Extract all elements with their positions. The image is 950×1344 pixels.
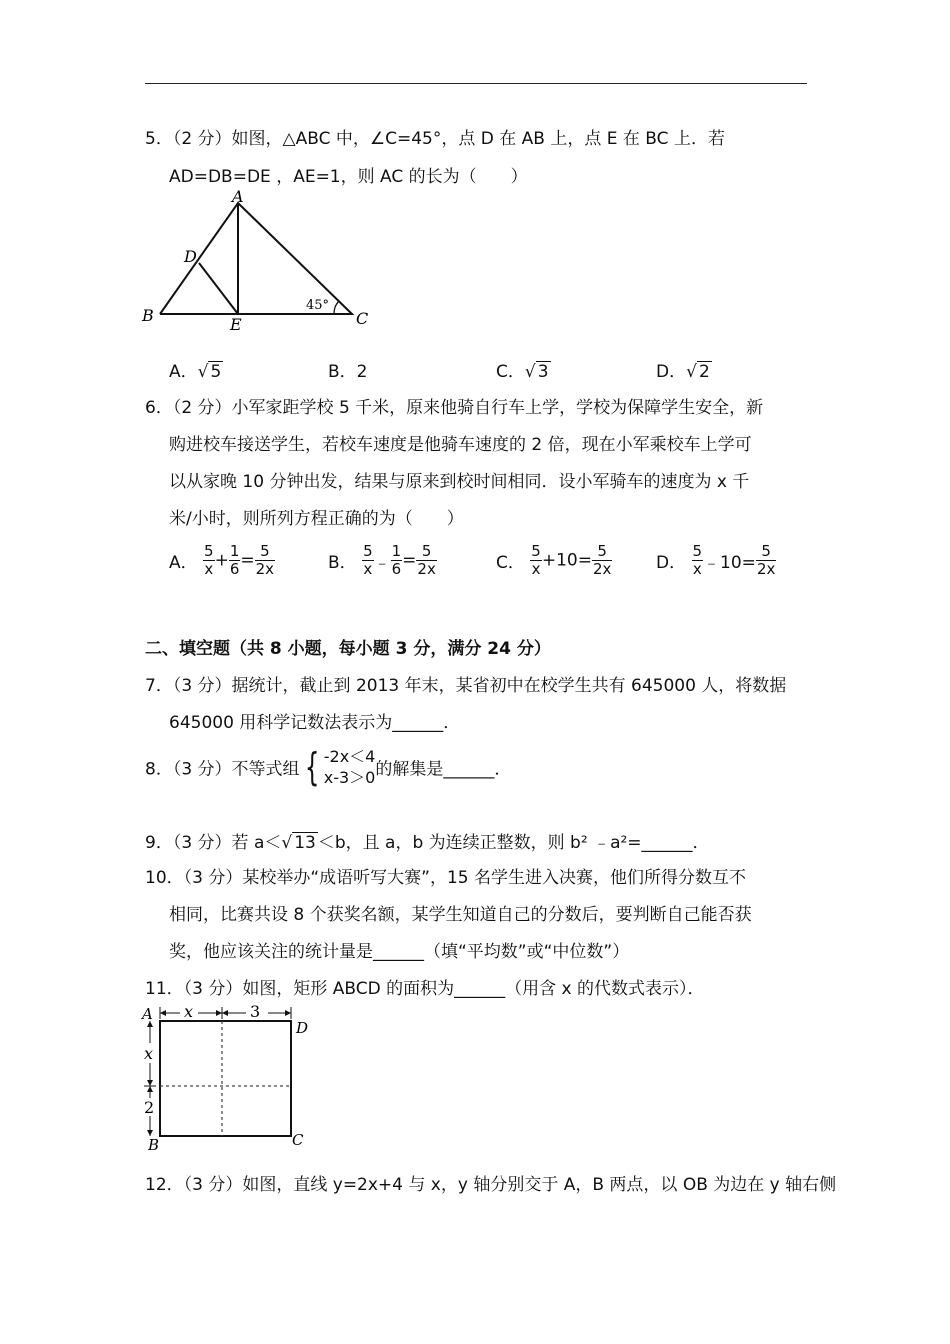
- header-rule: [145, 83, 807, 84]
- q10-line2: 相同，比赛共设 8 个获奖名额，某学生知道自己的分数后，要判断自己能否获: [169, 905, 752, 925]
- q6-line3: 以从家晚 10 分钟出发，结果与原来到校时间相同．设小军骑车的速度为 x 千: [169, 472, 750, 492]
- q11-dim-left-x: x: [144, 1044, 154, 1063]
- q5-label-E: E: [230, 315, 242, 334]
- q12-line1: 12．（3 分）如图，直线 y=2x+4 与 x，y 轴分别交于 A，B 两点，以 OB 为边在 y 轴右侧: [145, 1175, 837, 1195]
- q6-option-d: D． $\frac{5}{x}$ ﹣10= $\frac{5}{2x}$: [656, 542, 776, 578]
- q10-line1: 10．（3 分）某校举办“成语听写大赛”，15 名学生进入决赛，他们所得分数互不: [145, 868, 747, 888]
- q11-dim-left-2: 2: [144, 1098, 155, 1117]
- section-heading: 二、填空题（共 8 小题，每小题 3 分，满分 24 分）: [145, 639, 551, 659]
- q5-option-c: C．√ 3: [496, 362, 549, 382]
- q8-line: 8．（3 分）不等式组 { -2x＜4 x-3＞0 的解集是______．: [145, 745, 512, 789]
- q5-label-B: B: [142, 306, 154, 325]
- q11-line1: 11．（3 分）如图，矩形 ABCD 的面积为______（用含 x 的代数式表示）．: [145, 979, 705, 999]
- q5-line1: 5．（2 分）如图，△ABC 中，∠C=45°，点 D 在 AB 上，点 E 在 BC 上．若: [145, 129, 725, 149]
- q7-line2: 645000 用科学记数法表示为______．: [169, 713, 461, 733]
- q6-line1: 6．（2 分）小军家距学校 5 千米，原来他骑自行车上学，学校为保障学生安全，新: [145, 398, 764, 418]
- q6-line4: 米/小时，则所列方程正确的为（ ）: [169, 509, 464, 529]
- q5-line2: AD=DB=DE ，AE=1，则 AC 的长为（ ）: [169, 167, 528, 187]
- q5-label-C: C: [356, 309, 369, 328]
- q6-option-a: A． $\frac{5}{x}$ + $\frac{1}{6}$ = $\frac{5}{2x}$: [169, 542, 275, 578]
- q5-angle-label: 45°: [306, 298, 330, 313]
- q5-triangle-figure: [138, 190, 378, 340]
- q6-option-b: B． $\frac{5}{x}$ ﹣ $\frac{1}{6}$ = $\frac{5}{2x}$: [328, 542, 436, 578]
- q11-rectangle-figure: [138, 1003, 318, 1153]
- q10-line3: 奖，他应该关注的统计量是______（填“平均数”或“中位数”）: [169, 942, 630, 962]
- q6-option-c: C． $\frac{5}{x}$ +10= $\frac{5}{2x}$: [496, 542, 612, 578]
- q5-label-D: D: [184, 247, 197, 266]
- q11-label-A: A: [142, 1005, 153, 1023]
- q5-label-A: A: [232, 190, 244, 206]
- q11-label-C: C: [292, 1131, 304, 1149]
- q5-option-b: B．2: [328, 362, 368, 382]
- q11-label-D: D: [296, 1019, 309, 1037]
- q9-line: 9．（3 分）若 a＜√ 13 ＜b，且 a，b 为连续正整数，则 b² ﹣a²=______．: [145, 833, 710, 853]
- q11-dim-top-3: 3: [250, 1003, 261, 1021]
- q7-line1: 7．（3 分）据统计，截止到 2013 年末，某省初中在校学生共有 645000 人，将数据: [145, 676, 787, 696]
- q6-line2: 购进校车接送学生，若校车速度是他骑车速度的 2 倍，现在小军乘校车上学可: [169, 435, 752, 455]
- q11-dim-top-x: x: [184, 1003, 194, 1021]
- q5-option-a: A．√ 5: [169, 362, 222, 382]
- q5-option-d: D．√ 2: [656, 362, 710, 382]
- q11-label-B: B: [148, 1136, 160, 1153]
